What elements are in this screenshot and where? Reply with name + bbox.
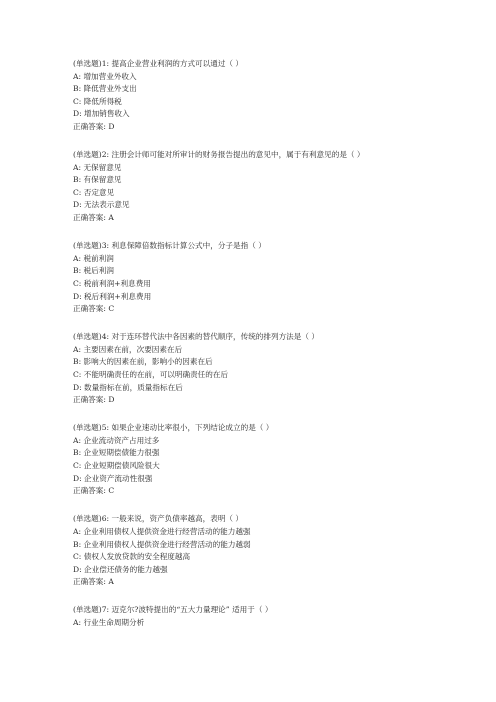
- option-b: B: 有保留意见: [73, 175, 122, 185]
- option-b: B: 企业利用债权人提供资金进行经营活动的能力越弱: [73, 539, 251, 549]
- option-d: D: 税后利润+利息费用: [73, 291, 152, 301]
- question-stem: (单选题)3: 利息保障倍数指标计算公式中，分子是指（ ）: [73, 241, 266, 251]
- correct-answer: 正确答案: C: [73, 304, 115, 314]
- correct-answer: 正确答案: D: [73, 395, 115, 405]
- option-b: B: 影响大的因素在前，影响小的因素在后: [73, 357, 213, 367]
- question-list: [73, 58, 483, 645]
- question-7: [73, 604, 483, 629]
- option-a: A: 企业流动资产占用过多: [73, 435, 160, 445]
- question-stem: (单选题)1: 提高企业营业利润的方式可以通过（ ）: [73, 59, 244, 68]
- option-b: B: 税后利润: [73, 266, 114, 276]
- question-3: [73, 240, 483, 316]
- question-stem: (单选题)7: 迈克尔?波特提出的“五大力量理论” 适用于（ ）: [73, 605, 273, 615]
- option-d: D: 企业偿还债务的能力越强: [73, 564, 168, 574]
- question-stem: (单选题)5: 如果企业速动比率很小，下列结论成立的是（ ）: [73, 423, 274, 433]
- option-c: C: 否定意见: [73, 187, 115, 197]
- option-a: A: 增加营业外收入: [73, 71, 137, 81]
- option-b: B: 企业短期偿债能力很强: [73, 448, 160, 458]
- option-d: D: 增加销售收入: [73, 109, 130, 119]
- question-stem: (单选题)4: 对于连环替代法中各因素的替代顺序，传统的排列方法是（ ）: [73, 332, 319, 342]
- correct-answer: 正确答案: D: [73, 121, 115, 131]
- correct-answer: 正确答案: A: [73, 213, 114, 223]
- question-6: [73, 513, 483, 589]
- question-1: [73, 58, 483, 134]
- question-stem: (单选题)2: 注册会计师可能对所审计的财务报告提出的意见中，属于有利意见的是（ ）: [73, 150, 365, 160]
- question-2: [73, 149, 483, 225]
- option-c: C: 企业短期偿债风险很大: [73, 461, 160, 471]
- question-5: [73, 422, 483, 498]
- option-c: C: 债权人发放贷款的安全程度越高: [73, 552, 191, 562]
- option-a: A: 企业利用债权人提供资金进行经营活动的能力越强: [73, 526, 251, 536]
- correct-answer: 正确答案: C: [73, 486, 115, 496]
- correct-answer: 正确答案: A: [73, 577, 114, 587]
- option-c: C: 税前利润+利息费用: [73, 278, 151, 288]
- option-a: A: 税前利润: [73, 253, 114, 263]
- option-b: B: 降低营业外支出: [73, 84, 137, 94]
- option-a: A: 无保留意见: [73, 162, 122, 172]
- option-d: D: 企业资产流动性很强: [73, 473, 153, 483]
- option-c: C: 降低所得税: [73, 96, 122, 106]
- option-a: A: 主要因素在前，次要因素在后: [73, 344, 183, 354]
- option-d: D: 无法表示意见: [73, 200, 130, 210]
- option-d: D: 数量指标在前，质量指标在后: [73, 382, 183, 392]
- question-stem: (单选题)6: 一般来说，资产负债率越高，表明（ ）: [73, 514, 244, 524]
- option-c: C: 不能明确责任的在前，可以明确责任的在后: [73, 369, 229, 379]
- option-a: A: 行业生命周期分析: [73, 617, 145, 627]
- question-4: [73, 331, 483, 407]
